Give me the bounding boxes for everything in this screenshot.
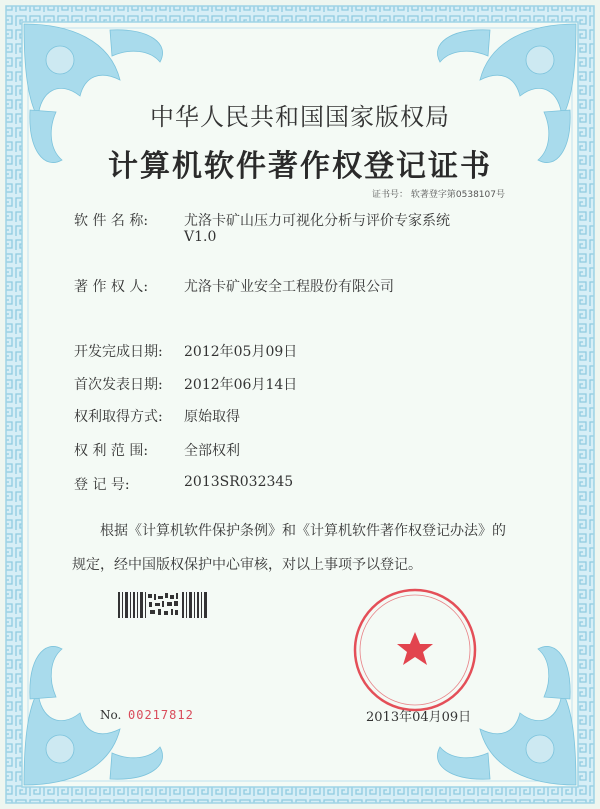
field-label-first-publish-date: 首次发表日期: bbox=[74, 377, 163, 393]
issuing-authority: 中华人民共和国国家版权局 bbox=[150, 103, 450, 131]
field-value-first-publish-date: 2012年06月14日 bbox=[184, 377, 298, 393]
field-value-completion-date: 2012年05月09日 bbox=[184, 344, 298, 360]
field-label-software-name: 软 件 名 称: bbox=[74, 213, 149, 229]
field-value-software-version: V1.0 bbox=[184, 229, 217, 245]
field-label-registration-number: 登 记 号: bbox=[74, 477, 130, 493]
serial-number-label: No. bbox=[100, 708, 122, 722]
field-value-software-name: 尤洛卡矿山压力可视化分析与评价专家系统 bbox=[184, 213, 450, 229]
field-value-acquisition-method: 原始取得 bbox=[184, 409, 240, 425]
body-text-line-1: 根据《计算机软件保护条例》和《计算机软件著作权登记办法》的 bbox=[100, 523, 506, 539]
barcode-icon bbox=[118, 592, 208, 618]
field-value-rights-scope: 全部权利 bbox=[184, 443, 240, 459]
field-label-completion-date: 开发完成日期: bbox=[74, 344, 163, 360]
field-value-copyright-owner: 尤洛卡矿业安全工程股份有限公司 bbox=[184, 279, 394, 295]
certificate-number bbox=[372, 187, 505, 200]
field-label-acquisition-method: 权利取得方式: bbox=[74, 409, 163, 425]
certificate-number-label: 证书号： bbox=[372, 190, 409, 200]
certificate-number-value: 软著登字第0538107号 bbox=[410, 190, 505, 200]
body-text-line-2: 规定，经中国版权保护中心审核，对以上事项予以登记。 bbox=[72, 557, 422, 573]
issue-date: 2013年04月09日 bbox=[366, 710, 472, 725]
serial-number-value: 00217812 bbox=[128, 708, 194, 722]
field-value-registration-number: 2013SR032345 bbox=[184, 474, 294, 490]
field-label-copyright-owner: 著 作 权 人: bbox=[74, 279, 149, 295]
certificate-title: 计算机软件著作权登记证书 bbox=[108, 149, 492, 184]
field-label-rights-scope: 权 利 范 围: bbox=[74, 443, 149, 459]
